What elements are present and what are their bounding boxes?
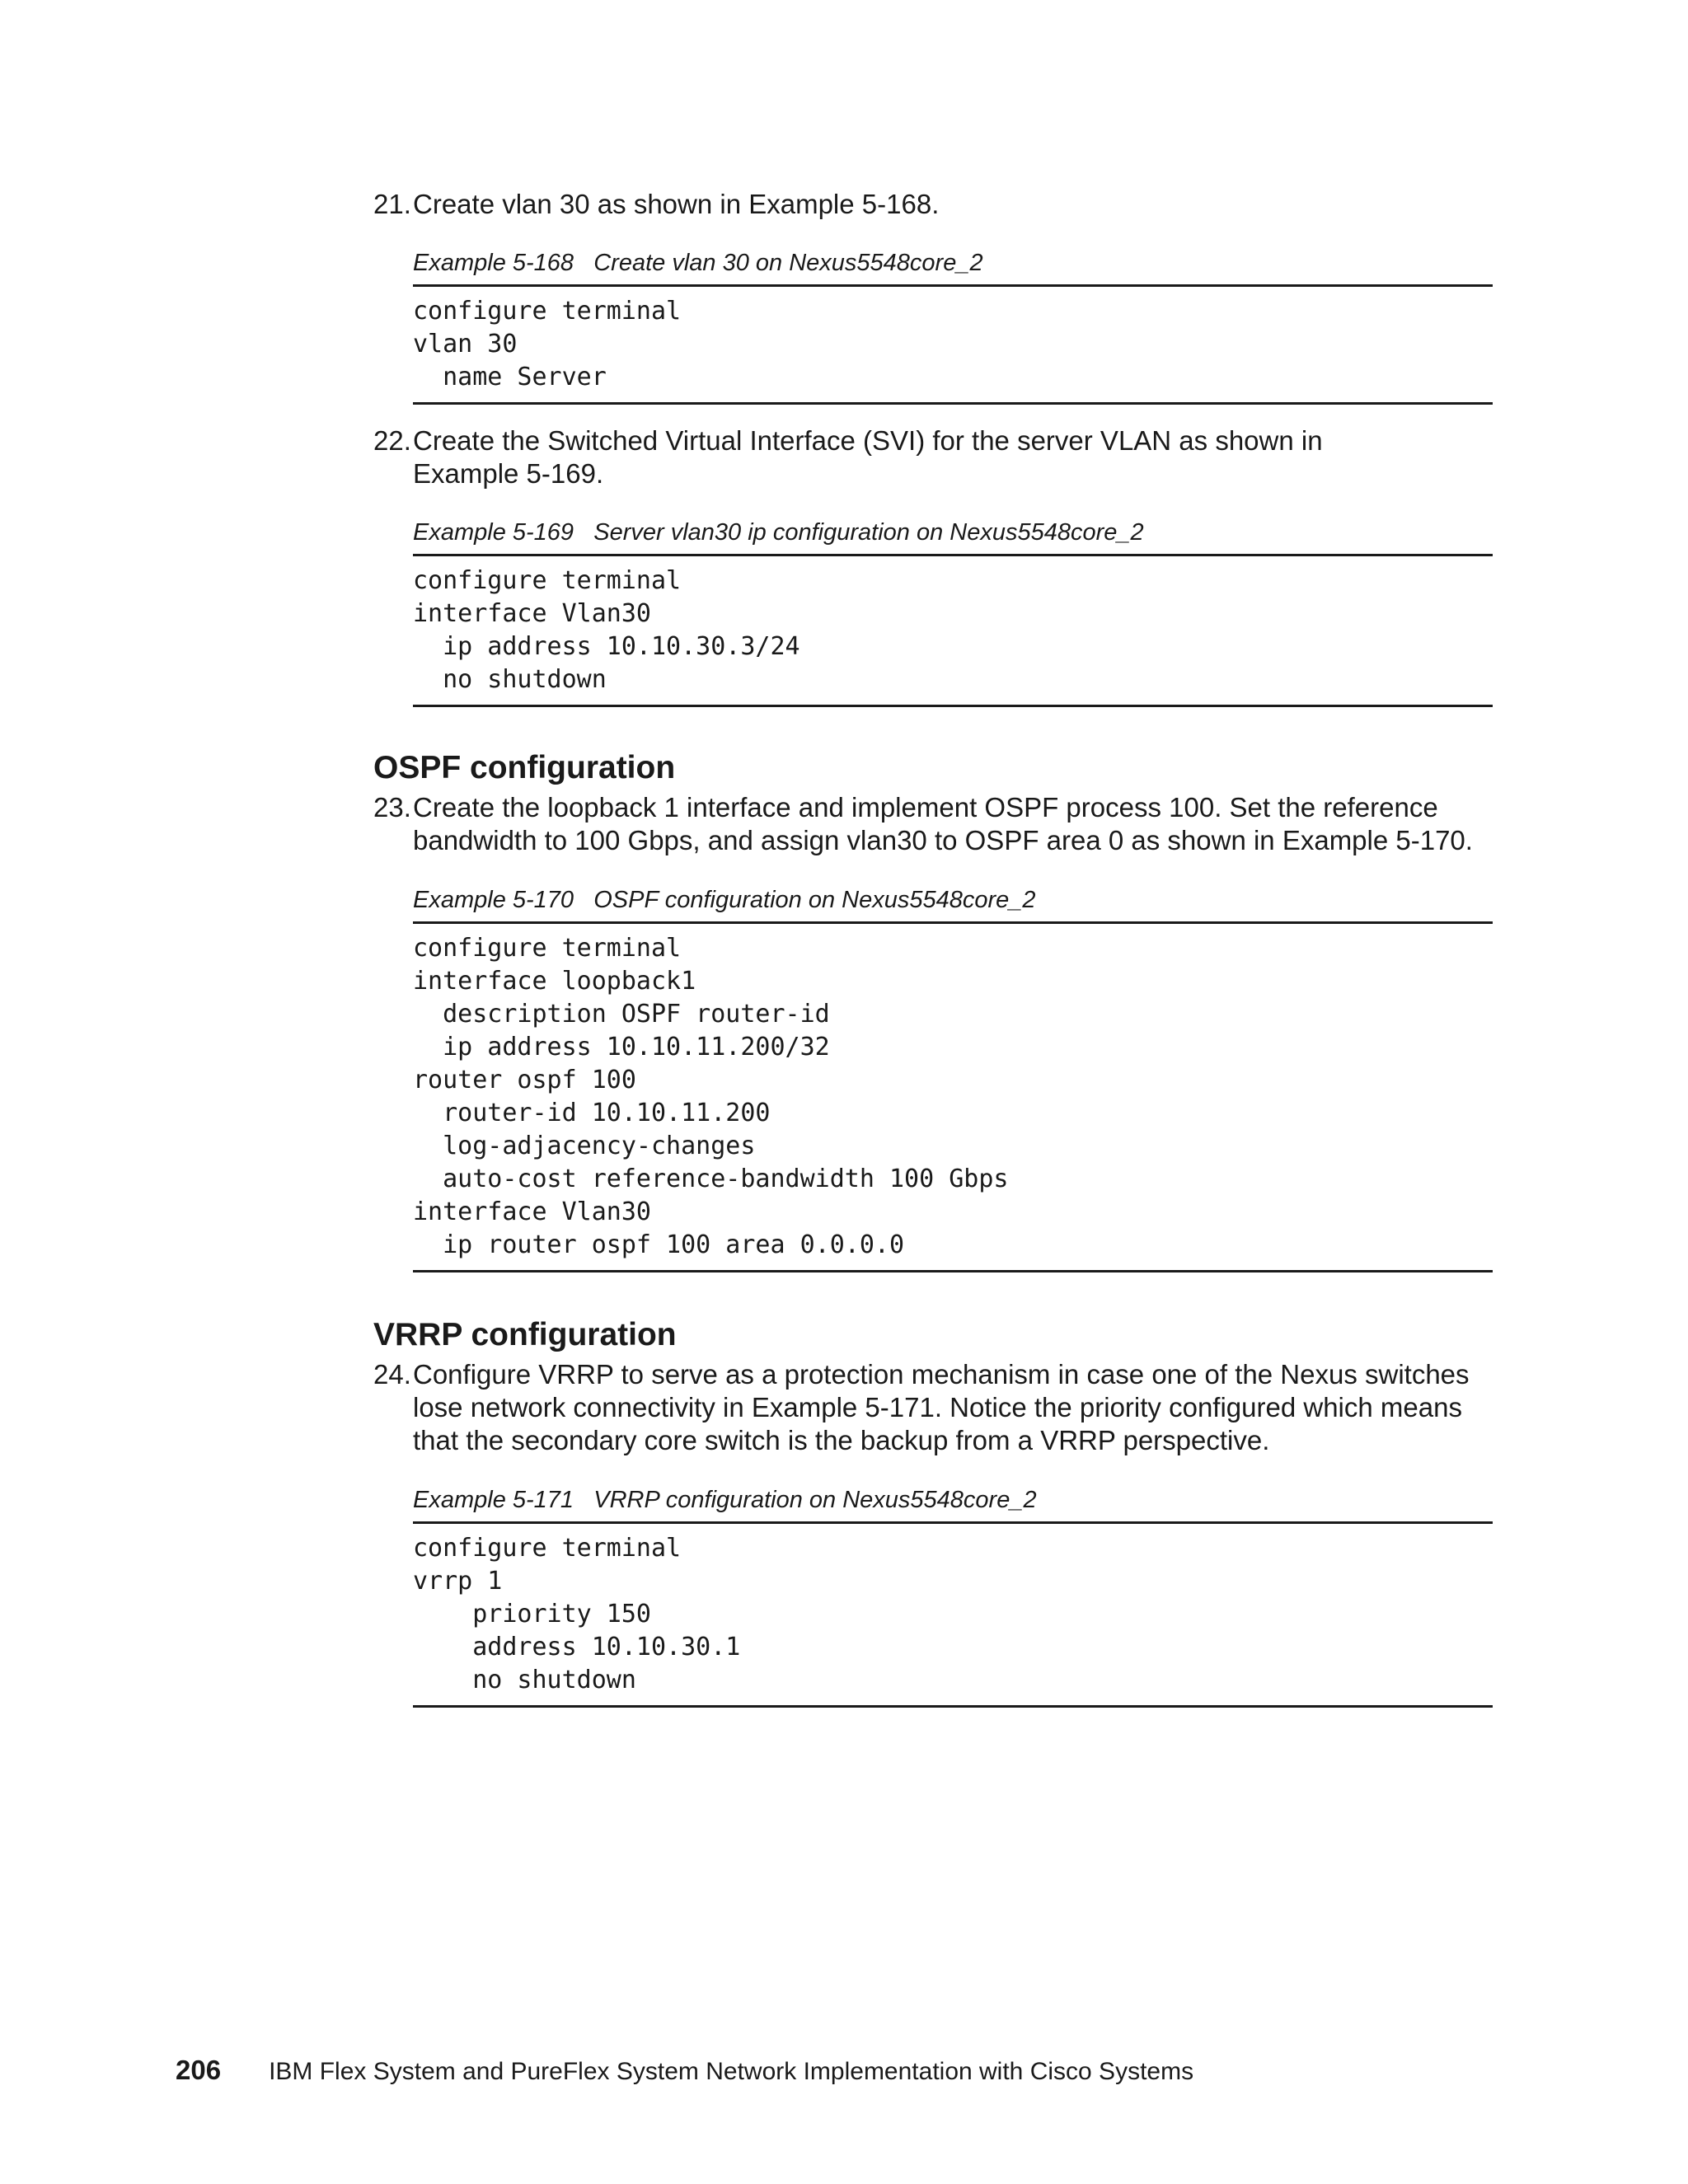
code-line: log-adjacency-changes xyxy=(413,1132,756,1160)
step-text: Create vlan 30 as shown in Example 5-168. xyxy=(413,189,940,219)
code-line: address 10.10.30.1 xyxy=(413,1633,741,1661)
step-text-line: Example 5-169. xyxy=(413,458,604,489)
code-line: name Server xyxy=(413,363,607,391)
code-line: interface loopback1 xyxy=(413,967,696,996)
step-text-line: Configure VRRP to serve as a protection mechanism in case one of the Nexus switches xyxy=(413,1359,1470,1390)
code-line: configure terminal xyxy=(413,566,682,595)
section-heading-vrrp: VRRP configuration xyxy=(373,1317,677,1352)
code-line: interface Vlan30 xyxy=(413,1197,651,1226)
code-line: configure terminal xyxy=(413,1534,682,1563)
code-block xyxy=(413,554,1493,707)
step-21 xyxy=(373,188,1511,221)
example-caption: Example 5-170 OSPF configuration on Nexus5548core_2 xyxy=(413,887,1036,913)
code-line: auto-cost reference-bandwidth 100 Gbps xyxy=(413,1165,1009,1193)
step-text-line: Create the loopback 1 interface and implement OSPF process 100. Set the reference xyxy=(413,792,1438,823)
example-caption: Example 5-168 Create vlan 30 on Nexus5548core_2 xyxy=(413,250,983,276)
step-text-line: that the secondary core switch is the backup from a VRRP perspective. xyxy=(413,1425,1270,1455)
example-caption: Example 5-171 VRRP configuration on Nexus5548core_2 xyxy=(413,1487,1037,1513)
step-text-line: Create the Switched Virtual Interface (SVI) for the server VLAN as shown in xyxy=(413,425,1323,456)
code-line: ip address 10.10.30.3/24 xyxy=(413,632,800,661)
code-line: interface Vlan30 xyxy=(413,599,651,628)
section-heading-ospf: OSPF configuration xyxy=(373,750,676,785)
code-block xyxy=(413,1521,1493,1708)
step-number: 23. xyxy=(373,792,411,823)
code-line: priority 150 xyxy=(413,1600,651,1629)
step-23 xyxy=(373,791,1511,857)
code-line: ip address 10.10.11.200/32 xyxy=(413,1033,830,1062)
code-line: vlan 30 xyxy=(413,330,518,359)
code-line: configure terminal xyxy=(413,297,682,326)
code-line: description OSPF router-id xyxy=(413,1000,830,1029)
page-footer xyxy=(176,2055,1193,2087)
code-line: ip router ospf 100 area 0.0.0.0 xyxy=(413,1230,905,1259)
code-block xyxy=(413,921,1493,1272)
code-block xyxy=(413,284,1493,405)
code-line: router ospf 100 xyxy=(413,1066,636,1094)
step-text-line: lose network connectivity in Example 5-171. Notice the priority configured which means xyxy=(413,1392,1462,1422)
code-line: router-id 10.10.11.200 xyxy=(413,1099,771,1127)
book-title: IBM Flex System and PureFlex System Network Implementation with Cisco Systems xyxy=(269,2058,1194,2085)
page-number: 206 xyxy=(176,2055,222,2085)
step-24 xyxy=(373,1358,1511,1457)
code-line: no shutdown xyxy=(413,1666,636,1694)
step-number: 24. xyxy=(373,1359,411,1390)
step-number: 22. xyxy=(373,425,411,456)
step-number: 21. xyxy=(373,189,411,219)
code-line: no shutdown xyxy=(413,665,607,694)
step-text-line: bandwidth to 100 Gbps, and assign vlan30 to OSPF area 0 as shown in Example 5-170. xyxy=(413,825,1473,855)
example-caption: Example 5-169 Server vlan30 ip configuration on Nexus5548core_2 xyxy=(413,519,1144,546)
code-line: vrrp 1 xyxy=(413,1567,503,1596)
step-22 xyxy=(373,424,1511,490)
code-line: configure terminal xyxy=(413,934,682,963)
